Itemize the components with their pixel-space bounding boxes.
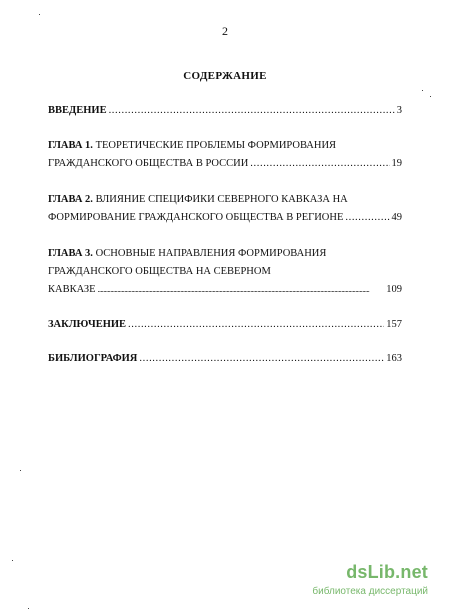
scan-speck — [39, 14, 40, 15]
toc-entry-chapter-1-line1 — [48, 139, 402, 152]
toc-entry-chapter-1-line2 — [48, 157, 402, 170]
scan-speck — [20, 470, 21, 471]
dot-leader — [250, 157, 389, 170]
toc-entry-label: ЗАКЛЮЧЕНИЕ — [48, 319, 127, 330]
toc-entry-chapter-2-line2 — [48, 211, 402, 224]
toc-entry-introduction — [48, 104, 402, 117]
toc-entry-chapter-3-line3 — [48, 283, 402, 296]
chapter-prefix: ГЛАВА 2. — [48, 194, 93, 205]
watermark — [278, 562, 428, 604]
toc-page-number: 109 — [386, 284, 402, 295]
scan-speck — [422, 90, 423, 91]
chapter-title-line: ТЕОРЕТИЧЕСКИЕ ПРОБЛЕМЫ ФОРМИРОВАНИЯ — [95, 140, 337, 151]
dot-leader — [345, 211, 389, 224]
chapter-title-line: ФОРМИРОВАНИЕ ГРАЖДАНСКОГО ОБЩЕСТВА В РЕГИОНЕ — [48, 212, 344, 223]
toc-page-number: 49 — [391, 212, 402, 223]
dot-leader — [109, 104, 395, 117]
watermark-logo: dsLib.net — [346, 562, 428, 582]
page-number: 2 — [222, 24, 228, 38]
toc-entry-chapter-3-line2 — [48, 265, 402, 278]
toc-page-number: 3 — [396, 105, 402, 116]
toc-entry-label: БИБЛИОГРАФИЯ — [48, 353, 138, 364]
chapter-prefix: ГЛАВА 1. — [48, 140, 93, 151]
watermark-subtitle: библиотека диссертаций — [312, 586, 428, 597]
toc-page-number: 157 — [386, 319, 402, 330]
toc-title: СОДЕРЖАНИЕ — [183, 70, 267, 82]
chapter-title-line: ГРАЖДАНСКОГО ОБЩЕСТВА В РОССИИ — [48, 158, 249, 169]
scan-speck — [28, 608, 29, 609]
scan-speck — [430, 96, 431, 97]
scan-speck — [12, 560, 13, 561]
chapter-prefix: ГЛАВА 3. — [48, 248, 93, 259]
toc-page-number: 163 — [386, 353, 402, 364]
chapter-title-line: ГРАЖДАНСКОГО ОБЩЕСТВА НА СЕВЕРНОМ — [48, 266, 271, 277]
chapter-title-line: КАВКАЗЕ — [48, 284, 96, 295]
dot-leader — [128, 318, 384, 331]
toc-entry-label: ВВЕДЕНИЕ — [48, 105, 107, 116]
toc-entry-chapter-2-line1 — [48, 193, 402, 206]
toc-entry-chapter-3-line1 — [48, 247, 402, 260]
chapter-title-line: ОСНОВНЫЕ НАПРАВЛЕНИЯ ФОРМИРОВАНИЯ — [95, 248, 327, 259]
dot-leader — [98, 283, 385, 296]
chapter-title-line: ВЛИЯНИЕ СПЕЦИФИКИ СЕВЕРНОГО КАВКАЗА НА — [95, 194, 348, 205]
toc-entry-bibliography — [48, 352, 402, 365]
toc-entry-conclusion — [48, 318, 402, 331]
toc-page-number: 19 — [391, 158, 402, 169]
dot-leader — [139, 352, 384, 365]
